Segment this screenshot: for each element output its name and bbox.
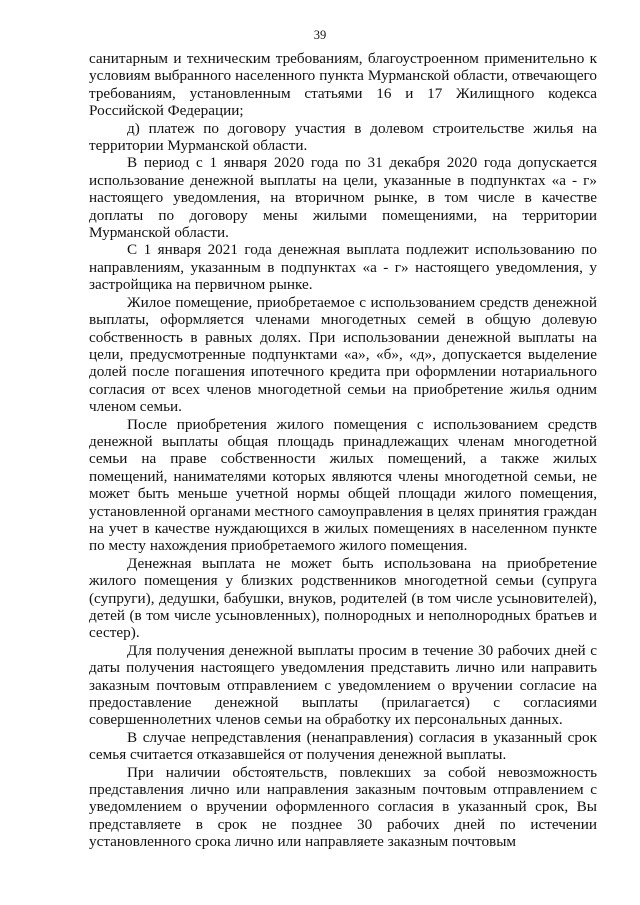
paragraph-continuation: санитарным и техническим требованиям, благоустроенном применительно к условиям выбранного населенного пункта Мурманской области, отвечающего требованиям, установленным статьями 16 и 17 Жилищного кодекса Российской Федерации; [89,50,597,120]
paragraph-area-requirement: После приобретения жилого помещения с использованием средств денежной выплаты общая площадь принадлежащих членам многодетной семьи на праве собственности жилых помещений, а также жилых помещений, нанимателями которых являются члены многодетной семьи, не может быть меньше учетной нормы общей площади жилого помещения, установленной органами местного самоуправления в целях принятия граждан на учет в качестве нуждающихся в жилых помещениях в населенном пункте по месту нахождения приобретаемого жилого помещения. [89,415,597,555]
paragraph-refusal: В случае непредставления (ненаправления) согласия в указанный срок семья считается отказавшейся от получения денежной выплаты. [89,728,597,764]
paragraph-relatives-restriction: Денежная выплата не может быть использована на приобретение жилого помещения у близких родственников многодетной семьи (супруга (супруги), дедушки, бабушки, внуков, родителей (в том числе усыновителей), детей (в том числе усыновленных), полнородных и неполнородных братьев и сестер). [89,554,597,642]
document-body [89,50,597,851]
paragraph-item-d: д) платеж по договору участия в долевом строительстве жилья на территории Мурманской области. [89,119,597,155]
paragraph-circumstances: При наличии обстоятельств, повлекших за собой невозможность представления лично или направления заказным почтовым отправлением с уведомлением о вручении оформленного согласия в указанный срок, Вы представляете в срок не позднее 30 рабочих дней по истечении установленного срока лично или направляете заказным почтовым [89,763,597,851]
paragraph-period-2020: В период с 1 января 2020 года по 31 декабря 2020 года допускается использование денежной выплаты на цели, указанные в подпунктах «а - г» настоящего уведомления, на вторичном рынке, в том числе в качестве доплаты по договору мены жилыми помещениями, на территории Мурманской области. [89,154,597,242]
page-number: 39 [313,28,327,42]
paragraph-consent-request: Для получения денежной выплаты просим в течение 30 рабочих дней с даты получения настоящего уведомления представить лично или направить заказным почтовым отправлением с уведомлением о вручении согласие на предоставление денежной выплаты (прилагается) с согласиями совершеннолетних членов семьи на обработку их персональных данных. [89,641,597,729]
paragraph-from-2021: С 1 января 2021 года денежная выплата подлежит использованию по направлениям, указанным в подпунктах «а - г» настоящего уведомления, у застройщика на первичном рынке. [89,241,597,294]
paragraph-ownership: Жилое помещение, приобретаемое с использованием средств денежной выплаты, оформляется членами многодетных семей в общую долевую собственность в равных долях. При использовании денежной выплаты на цели, предусмотренные подпунктами «а», «б», «д», допускается выделение долей после погашения ипотечного кредита при оформлении нотариального согласия от всех членов многодетной семьи на приобретение жилья одним членом семьи. [89,293,597,416]
